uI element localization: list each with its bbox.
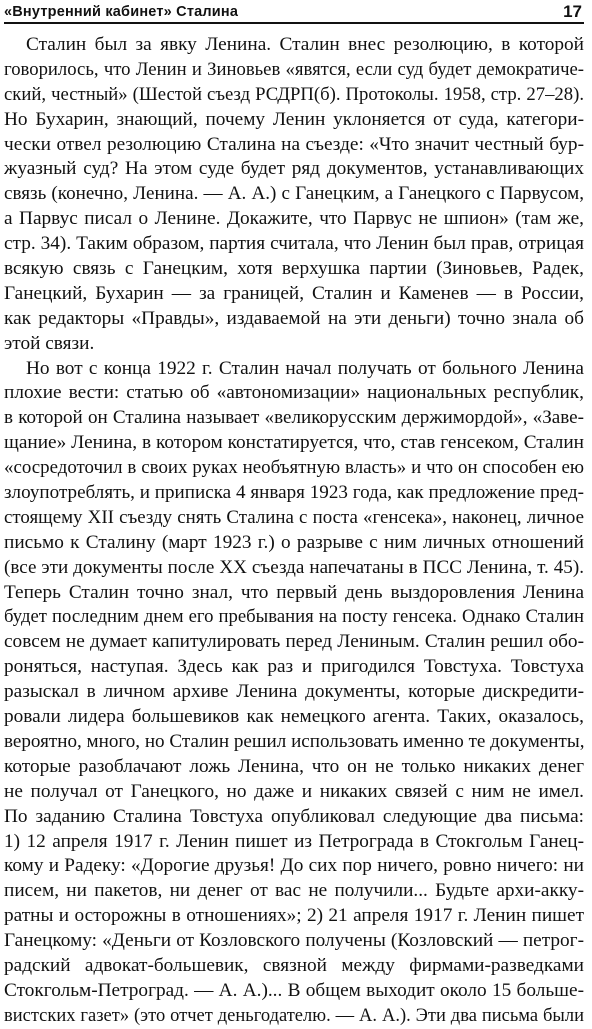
text-line: радский адвокат-большевик, связной между фирмами-разведками [4, 954, 584, 976]
text-line: в которой он Сталина называет «великорусским держимордой», «Заве- [4, 407, 584, 429]
page-header [4, 2, 586, 24]
text-line: ратны и осторожны в отношениях»; 2) 21 апреля 1917 г. Ленин пишет [4, 905, 584, 927]
text-line: связь (конечно, Ленина. — А. А.) с Ганецким, а Ганецкого с Парвусом, [4, 183, 584, 205]
text-line: злоупотреблять, и приписка 4 января 1923 года, как предложение пред- [4, 482, 584, 504]
text-line: стоящему XII съезду снять Сталина с поста «генсека», наконец, личное [4, 506, 584, 528]
header-rule [4, 22, 584, 24]
text-line: По заданию Сталина Товстуха опубликовал следующие два письма: [4, 805, 584, 827]
text-line: не получал от Ганецкого, но даже и никаких связей с ним не имел. [4, 780, 584, 802]
text-line: будет последним днем его пребывания на посту генсека. Однако Сталин [4, 606, 584, 628]
text-line: кому и Радеку: «Дорогие друзья! До сих пор ничего, ровно ничего: ни [4, 855, 584, 877]
text-line: ский, честный» (Шестой съезд РСДРП(б). Протоколы. 1958, стр. 27–28). [4, 83, 584, 105]
text-line: роняться, наступая. Здесь как раз и пригодился Товстуха. Товстуха [4, 656, 584, 678]
text-line: Ганецкий, Бухарин — за границей, Сталин и Каменев — в России, [4, 282, 584, 304]
text-line: «сосредоточил в своих руках необъятную власть» и что он способен ею [4, 457, 584, 479]
text-line: 1) 12 апреля 1917 г. Ленин пишет из Петрограда в Стокгольм Ганец- [4, 830, 584, 852]
text-line: писем, ни пакетов, ни денег от вас не получили... Будьте архи-акку- [4, 880, 584, 902]
text-line: совсем не думает капитулировать перед Лениным. Сталин решил обо- [4, 631, 584, 653]
text-line: письмо к Сталину (март 1923 г.) о разрыве с ним личных отношений [4, 531, 584, 553]
running-title: «Внутренний кабинет» Сталина [4, 4, 239, 20]
text-line: а Парвус писал о Ленине. Докажите, что Парвус не шпион» (там же, [4, 208, 584, 230]
text-line: ровали лидера большевиков как немецкого агента. Таких, оказалось, [4, 706, 584, 728]
text-line: Но вот с конца 1922 г. Сталин начал получать от больного Ленина [26, 357, 584, 379]
text-line: жуазный суд? На этом суде будет ряд документов, устанавливающих [4, 158, 584, 180]
page-number: 17 [563, 2, 582, 21]
text-line: Ганецкому: «Деньги от Козловского получены (Козловский — петрог- [4, 930, 584, 952]
text-line: вистских газет» (это отчет деньгодателю. — А. А.). Эти два письма были [4, 1005, 584, 1026]
text-line: которые разоблачают ложь Ленина, что он не только никаких денег [4, 755, 584, 777]
text-line: всякую связь с Ганецким, хотя верхушка партии (Зиновьев, Радек, [4, 258, 584, 280]
text-line: Стокгольм-Петроград. — А. А.)... В общем выходит около 15 больше- [4, 979, 584, 1001]
text-line: Теперь Сталин точно знал, что первый день выздоровления Ленина [4, 581, 584, 603]
text-line: плохие вести: статью об «автономизации» национальных республик, [4, 382, 584, 404]
text-line: щание» Ленина, в котором констатируется, что, став генсеком, Сталин [4, 432, 584, 454]
text-line: говорилось, что Ленин и Зиновьев «явятся, если суд будет демократиче- [4, 58, 584, 80]
text-line: разыскал в личном архиве Ленина документы, которые дискредити- [4, 681, 584, 703]
text-line: Но Бухарин, знающий, почему Ленин уклоняется от суда, категори- [4, 108, 584, 130]
text-line: этой связи. [4, 332, 95, 354]
text-line: Сталин был за явку Ленина. Сталин внес резолюцию, в которой [26, 34, 584, 55]
text-line: стр. 34). Таким образом, партия считала, что Ленин был прав, отрицая [4, 233, 584, 255]
text-line: (все эти документы после XX съезда напечатаны в ПСС Ленина, т. 45). [4, 556, 584, 578]
body-text [4, 33, 584, 1029]
text-line: как редакторы «Правды», издаваемой на эти деньги) точно знала об [4, 307, 584, 329]
text-line: вероятно, много, но Сталин решил использовать именно те документы, [4, 730, 584, 752]
text-line: чески отвел резолюцию Сталина на съезде: «Что значит честный бур- [4, 133, 584, 155]
